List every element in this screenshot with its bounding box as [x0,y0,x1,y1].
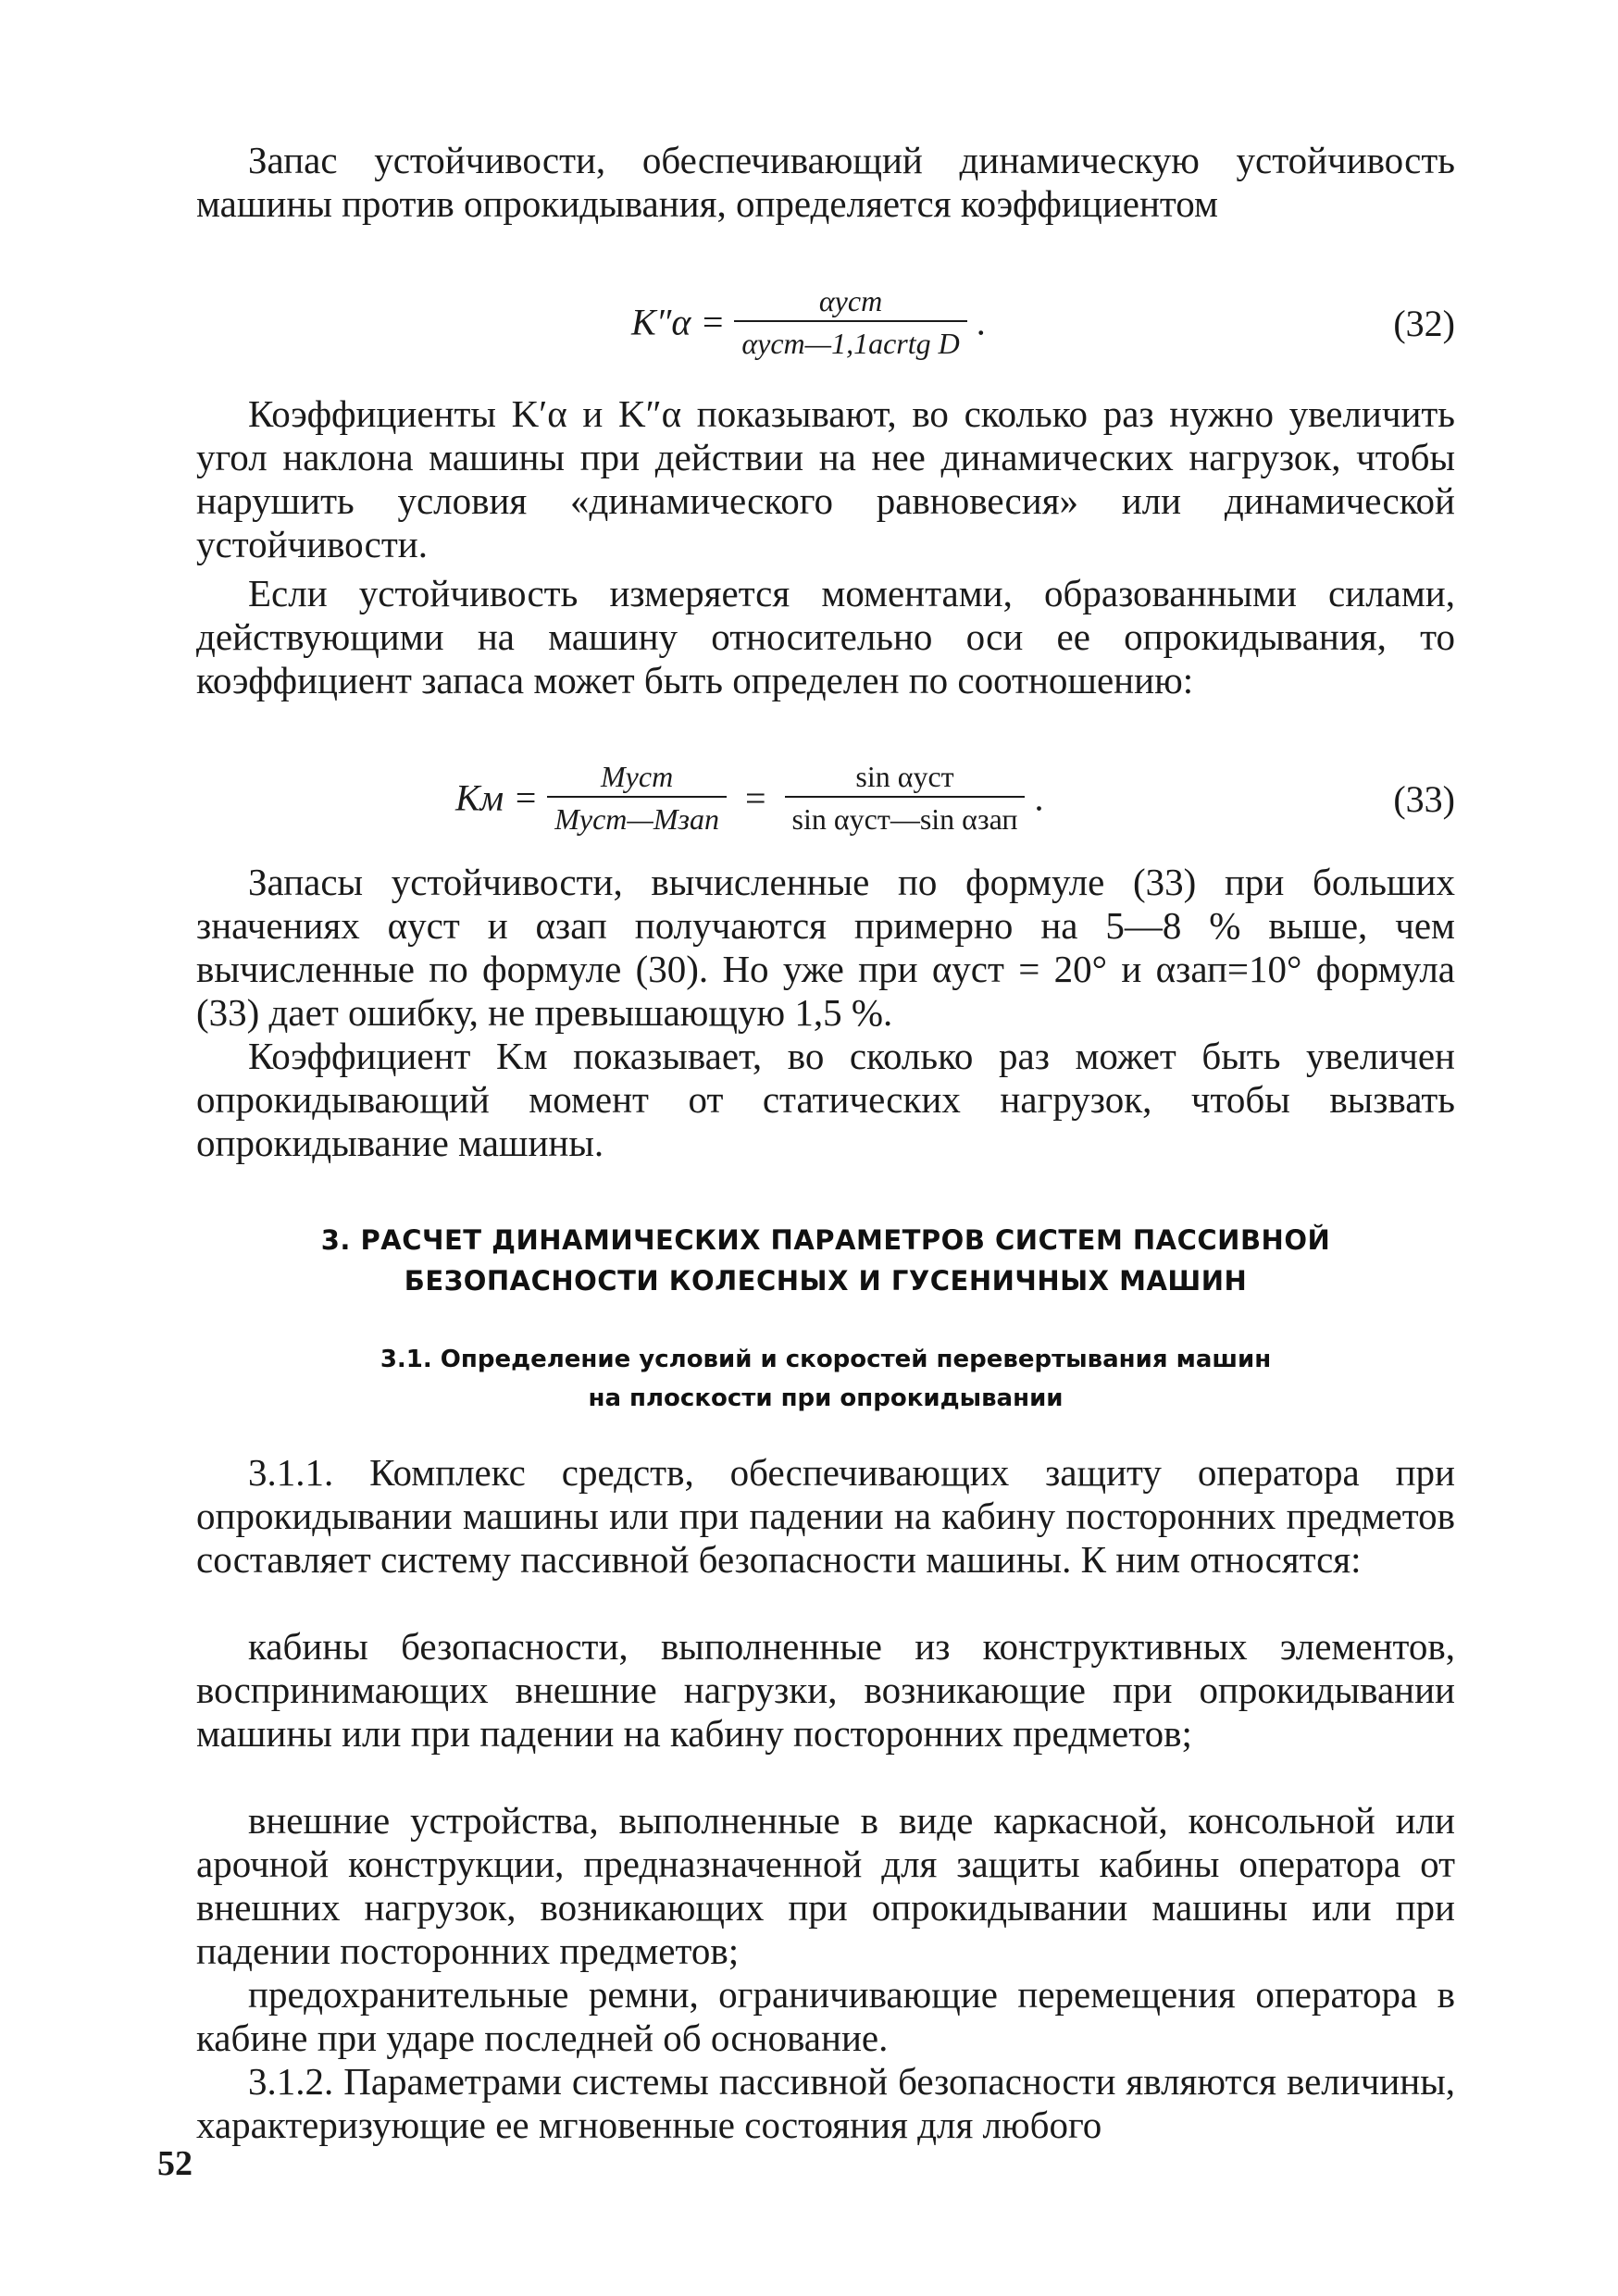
formula-33-numerator-moments: Mуст [601,760,674,793]
formula-33-lhs: Kм = [455,776,539,819]
formula-33 [196,759,1455,836]
formula-33-tail: . [1034,776,1044,819]
paragraph-3-1-1: 3.1.1. Комплекс средств, обеспечивающих защиту оператора при опрокидывании машины или при падении на кабину посторонних предметов составляет систему пассивной безопасности машины. К ним относятся: [196,1451,1455,1581]
formula-32-lhs: K″α = [631,301,726,343]
formula-33-fraction-moments [547,759,727,837]
paragraph-coefficients: Коэффициенты K′α и K″α показывают, во сколько раз нужно увеличить угол наклона машины при действии на нее динамических нагрузок, чтобы нарушить условия «динамического равновесия» или динамической устойчивости. [196,392,1455,565]
formula-32-number: (32) [1393,303,1455,344]
paragraph-3-1-2: 3.1.2. Параметрами системы пассивной безопасности являются величины, характеризующие ее мгновенные состояния для любого [196,2060,1455,2146]
formula-33-numerator-sines: sin αуст [855,760,954,793]
formula-33-fraction-sines [785,759,1026,837]
formula-33-equals: = [744,776,766,819]
paragraph-reserves: Запасы устойчивости, вычисленные по формуле (33) при больших значениях αуст и αзап получаются примерно на 5—8 % выше, чем вычисленные по формуле (30). Но уже при αуст = 20° и αзап=10° формула (33) дает ошибку, не превышающую 1,5 %. [196,861,1455,1034]
paragraph-moments: Если устойчивость измеряется моментами, образованными силами, действующими на машину относительно оси ее опрокидывания, то коэффициент запаса может быть определен по соотношению: [196,572,1455,701]
formula-33-denominator-sines: sin αуст—sin αзап [785,796,1026,837]
paragraph-seat-belts: предохранительные ремни, ограничивающие перемещения оператора в кабине при ударе последней об основание. [196,1973,1455,2059]
subsection-heading-line-2: на плоскости при опрокидывании [588,1384,1064,1412]
section-heading [196,1220,1455,1301]
section-heading-line-1: 3. РАСЧЕТ ДИНАМИЧЕСКИХ ПАРАМЕТРОВ СИСТЕМ ПАССИВНОЙ [320,1224,1331,1256]
formula-33-number: (33) [1393,778,1455,820]
paragraph-km: Коэффициент Kм показывает, во сколько раз может быть увеличен опрокидывающий момент от статических нагрузок, чтобы вызвать опрокидывание машины. [196,1035,1455,1164]
section-heading-line-2: БЕЗОПАСНОСТИ КОЛЕСНЫХ И ГУСЕНИЧНЫХ МАШИН [404,1265,1248,1297]
subsection-heading-line-1: 3.1. Определение условий и скоростей перевертывания машин [380,1346,1272,1373]
formula-32-fraction [734,283,966,361]
formula-32-numerator: αуст [818,284,883,317]
formula-32-denominator: αуст—1,1acrtg D [734,320,966,361]
formula-33-denominator-moments: Mуст—Mзап [547,796,727,837]
formula-32-tail: . [976,301,986,343]
formula-32 [196,283,1455,360]
paragraph-safety-cabins: кабины безопасности, выполненные из конструктивных элементов, воспринимающих внешние нагрузки, возникающие при опрокидывании машины или при падении на кабину посторонних предметов; [196,1625,1455,1755]
paragraph-stability-reserve: Запас устойчивости, обеспечивающий динамическую устойчивость машины против опрокидывания, определяется коэффициентом [196,139,1455,225]
subsection-heading [196,1340,1455,1418]
page-number: 52 [157,2144,193,2183]
paragraph-external-devices: внешние устройства, выполненные в виде каркасной, консольной или арочной конструкции, предназначенной для защиты кабины оператора от внешних нагрузок, возникающих при опрокидывании машины или при падении посторонних предметов; [196,1799,1455,1972]
